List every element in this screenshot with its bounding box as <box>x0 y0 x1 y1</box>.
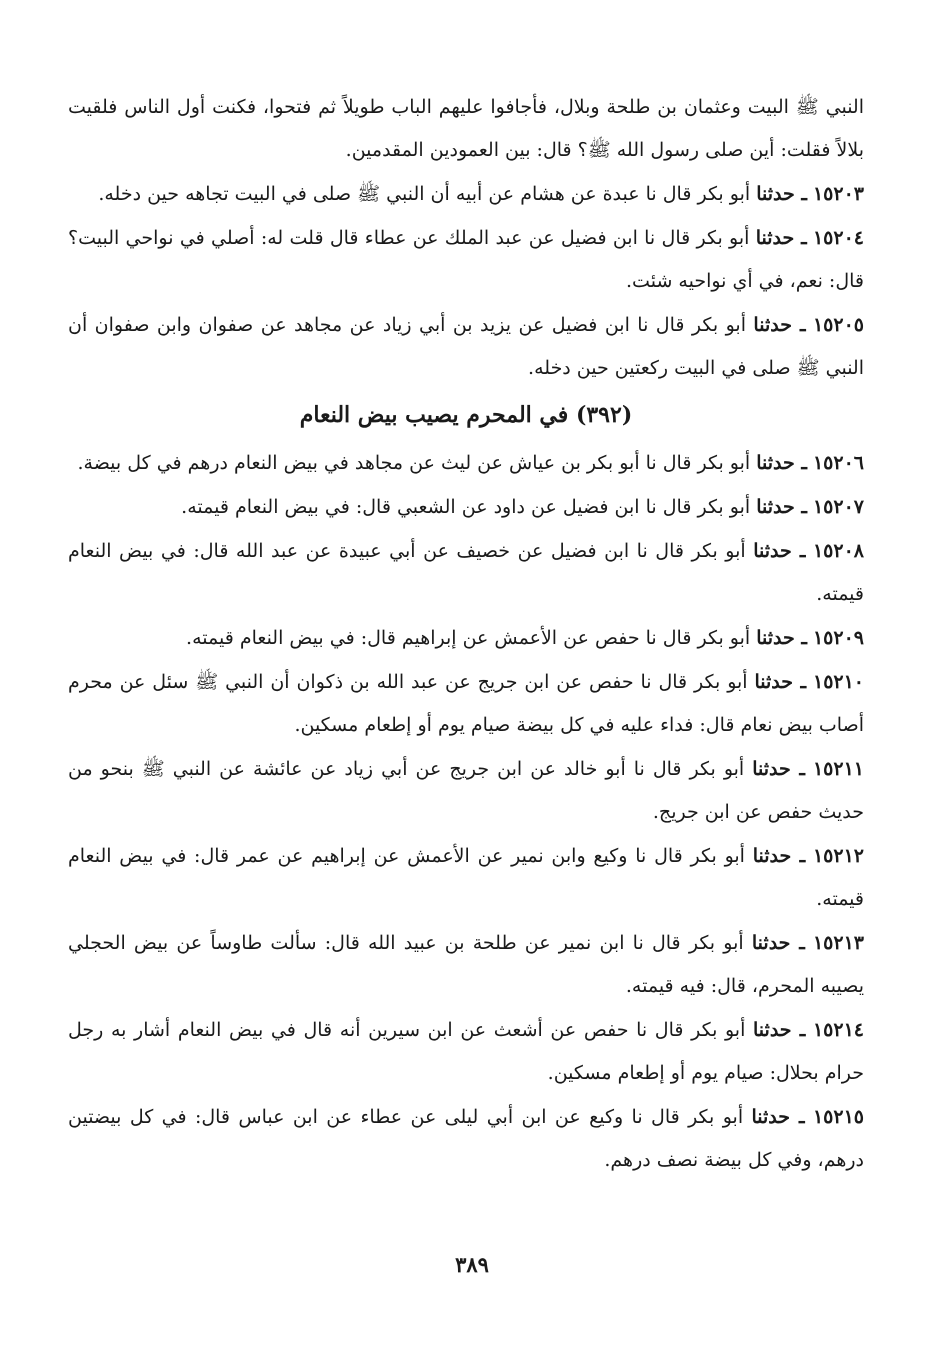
hadith-text: أبو بكر قال نا وكيع عن ابن أبي ليلى عن عطاء عن ابن عباس قال: في كل بيضتين درهم، وفي كل بيضة نصف درهم. <box>68 1106 864 1171</box>
hadith-15209 <box>68 617 864 660</box>
hadith-lead: ـ حدثنا <box>753 1019 806 1041</box>
hadith-number: ١٥٢٠٨ <box>812 540 864 562</box>
hadith-number: ١٥٢١٤ <box>812 1019 864 1041</box>
hadith-text: أبو بكر قال نا وكيع وابن نمير عن الأعمش عن إبراهيم عن عمر قال: في بيض النعام قيمته. <box>68 845 864 910</box>
page-body <box>68 86 864 1183</box>
hadith-15208 <box>68 530 864 616</box>
hadith-15206 <box>68 442 864 485</box>
hadith-text: أبو بكر قال نا حفص عن الأعمش عن إبراهيم قال: في بيض النعام قيمته. <box>186 627 751 649</box>
hadith-lead: ـ حدثنا <box>752 758 805 780</box>
hadith-15211 <box>68 748 864 834</box>
hadith-number: ١٥٢١١ <box>812 758 864 780</box>
hadith-text: أبو بكر قال نا ابن نمير عن طلحة بن عبيد الله قال: سألت طاوساً عن بيض الحجلي يصيبه المحرم، قال: فيه قيمته. <box>68 932 864 997</box>
hadith-lead: ـ حدثنا <box>751 1106 805 1128</box>
hadith-number: ١٥٢٠٧ <box>812 496 864 518</box>
page-number: ٣٨٩ <box>455 1252 489 1277</box>
hadith-number: ١٥٢٠٦ <box>812 452 864 474</box>
hadith-15203 <box>68 173 864 216</box>
hadith-lead: ـ حدثنا <box>756 452 807 474</box>
hadith-15210 <box>68 661 864 747</box>
hadith-number: ١٥٢١٥ <box>812 1106 864 1128</box>
hadith-text: النبي ﷺ البيت وعثمان بن طلحة وبلال، فأجافوا عليهم الباب طويلاً ثم فتحوا، فكنت أول الناس فلقيت بلالاً فقلت: أين صلى رسول الله ﷺ؟ قال: بين العمودين المقدمين. <box>68 96 864 161</box>
hadith-text: أبو بكر قال نا ابن فضيل عن يزيد بن أبي زياد عن مجاهد عن صفوان وابن صفوان أن النبي ﷺ صلى في البيت ركعتين حين دخله. <box>68 314 864 379</box>
hadith-number: ١٥٢٠٣ <box>812 183 864 205</box>
hadith-number: ١٥٢١٠ <box>812 671 865 693</box>
hadith-number: ١٥٢١٣ <box>812 932 864 954</box>
hadith-15214 <box>68 1009 864 1095</box>
hadith-text: أبو بكر قال نا ابن فضيل عن خصيف عن أبي عبيدة عن عبد الله قال: في بيض النعام قيمته. <box>68 540 864 605</box>
hadith-text: أبو بكر قال نا ابن فضيل عن عبد الملك عن عطاء قال قلت له: أصلي في نواحي البيت؟ قال: نعم، في أي نواحيه شئت. <box>68 227 864 292</box>
hadith-text: أبو بكر قال نا عبدة عن هشام عن أبيه أن النبي ﷺ صلى في البيت تجاهه حين دخله. <box>98 183 751 205</box>
hadith-lead: ـ حدثنا <box>752 845 806 867</box>
hadith-15213 <box>68 922 864 1008</box>
hadith-text: أبو بكر قال نا حفص عن أشعث عن ابن سيرين أنه قال في بيض النعام أشار به رجل حرام بحلال: صيام يوم أو إطعام مسكين. <box>68 1019 864 1084</box>
hadith-number: ١٥٢٠٤ <box>812 227 864 249</box>
hadith-text: أبو بكر قال نا حفص عن ابن جريج عن عبد الله بن ذكوان أن النبي ﷺ سئل عن محرم أصاب بيض نعام قال: فداء عليه في كل بيضة صيام يوم أو إطعام مسكين. <box>68 671 864 736</box>
hadith-15204 <box>68 217 864 303</box>
hadith-number: ١٥٢٠٥ <box>812 314 864 336</box>
hadith-number: ١٥٢٠٩ <box>812 627 864 649</box>
text-paragraph-continuation <box>68 86 864 172</box>
hadith-15205 <box>68 304 864 390</box>
hadith-text: أبو بكر قال نا أبو خالد عن ابن جريج عن أبي زياد عن عائشة عن النبي ﷺ بنحو من حديث حفص عن ابن جريج. <box>68 758 864 823</box>
hadith-lead: ـ حدثنا <box>756 496 807 518</box>
hadith-lead: ـ حدثنا <box>753 540 806 562</box>
hadith-lead: ـ حدثنا <box>756 627 807 649</box>
hadith-lead: ـ حدثنا <box>751 932 805 954</box>
hadith-text: أبو بكر قال نا ابن فضيل عن داود عن الشعبي قال: في بيض النعام قيمته. <box>181 496 751 518</box>
section-heading: (٣٩٢) في المحرم يصيب بيض النعام <box>299 402 633 428</box>
hadith-number: ١٥٢١٢ <box>812 845 864 867</box>
hadith-lead: ـ حدثنا <box>756 183 807 205</box>
hadith-lead: ـ حدثنا <box>753 314 806 336</box>
hadith-15212 <box>68 835 864 921</box>
hadith-lead: ـ حدثنا <box>754 671 807 693</box>
hadith-15215 <box>68 1096 864 1182</box>
hadith-15207 <box>68 486 864 529</box>
hadith-lead: ـ حدثنا <box>755 227 807 249</box>
hadith-text: أبو بكر قال نا أبو بكر بن عياش عن ليث عن مجاهد في بيض النعام درهم في كل بيضة. <box>77 452 751 474</box>
